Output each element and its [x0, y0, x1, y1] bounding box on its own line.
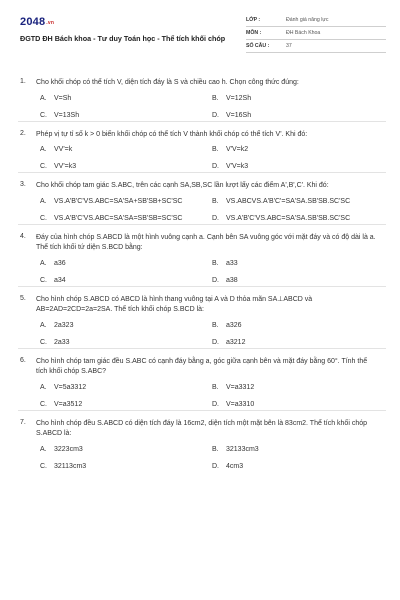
option-text: V=a3312 [226, 383, 255, 391]
answer-option[interactable] [212, 277, 384, 284]
meta-label: SỐ CÂU : [246, 43, 270, 49]
option-letter: D. [212, 111, 219, 119]
option-letter: A. [40, 445, 47, 453]
question-head [14, 181, 386, 192]
question-number: 1. [20, 78, 26, 85]
logo-suffix: .vn [46, 20, 55, 26]
answer-options [40, 198, 386, 222]
question-text: Cho hình chóp S.ABCD có ABCD là hình thang vuông tại A và D thỏa mãn SA⊥ABCD và AB=2AD=2CD=2a=2SA. Thể tích khối chóp S.BCD là: [36, 295, 313, 313]
question-text: Cho hình chóp đều S.ABCD có diện tích đáy là 16cm2, diện tích một mặt bên là 83cm2. Thể tích khối chóp S.ABCD là: [36, 419, 368, 437]
option-letter: B. [212, 197, 219, 205]
option-text: V'V=k2 [226, 146, 249, 153]
option-letter: D. [212, 400, 219, 408]
option-letter: B. [212, 94, 219, 102]
option-letter: C. [40, 462, 47, 470]
answer-option[interactable] [212, 463, 384, 470]
option-text: 2a323 [54, 321, 74, 329]
answer-option[interactable] [40, 95, 212, 102]
option-letter: C. [40, 338, 47, 346]
answer-option[interactable] [212, 384, 384, 391]
option-letter: C. [40, 163, 47, 170]
option-letter: C. [40, 214, 47, 222]
question-text: Cho khối chóp có thể tích V, diện tích đáy là S và chiều cao h. Chọn công thức đúng: [36, 79, 299, 86]
option-letter: C. [40, 276, 47, 284]
question-head [14, 419, 386, 440]
answer-option[interactable] [212, 339, 384, 346]
answer-option[interactable] [40, 384, 212, 391]
option-text: V=5a3312 [54, 383, 87, 391]
option-text: a38 [226, 276, 238, 284]
answer-options [40, 260, 386, 284]
question-divider [18, 224, 386, 225]
meta-row-class [246, 14, 386, 27]
question-item [14, 181, 386, 222]
question-text: Cho hình chóp tam giác đều S.ABC có cạnh đáy bằng a, góc giữa cạnh bên và mặt đáy bằng 60°. Tính thể tích khối chóp S.ABC? [36, 357, 368, 375]
option-letter: D. [212, 338, 219, 346]
option-text: VS.A'B'C'VS.ABC=SA'SA.SB'SB.SC'SC [226, 214, 351, 222]
answer-option[interactable] [40, 198, 212, 205]
answer-option[interactable] [212, 163, 384, 170]
option-text: a34 [54, 276, 66, 284]
option-text: VS.A'B'C'VS.ABC=SA'SA=SB'SB=SC'SC [54, 214, 183, 222]
option-text: a3212 [226, 338, 246, 346]
option-text: 32113cm3 [54, 462, 87, 470]
meta-row-count [246, 40, 386, 53]
question-item [14, 419, 386, 470]
answer-options [40, 446, 386, 470]
site-logo[interactable] [20, 16, 54, 28]
answer-option[interactable] [40, 112, 212, 119]
question-divider [18, 286, 386, 287]
option-text: V=a3310 [226, 400, 255, 408]
question-item [14, 357, 386, 408]
answer-option[interactable] [40, 339, 212, 346]
option-text: V=12Sh [226, 94, 252, 102]
document-header [14, 12, 386, 60]
option-letter: D. [212, 276, 219, 284]
document-meta [246, 14, 386, 53]
question-list [14, 78, 386, 481]
question-item [14, 78, 386, 119]
answer-option[interactable] [212, 215, 384, 222]
answer-options [40, 146, 386, 170]
option-text: V=a3512 [54, 400, 83, 408]
option-text: V=Sh [54, 94, 72, 102]
option-text: 32133cm3 [226, 445, 259, 453]
option-text: 4cm3 [226, 462, 244, 470]
option-letter: B. [212, 259, 219, 267]
answer-options [40, 95, 386, 119]
question-item [14, 295, 386, 346]
option-text: 2a33 [54, 338, 70, 346]
option-text: VV'=k [54, 146, 73, 153]
question-number: 2. [20, 129, 26, 137]
option-letter: A. [40, 259, 47, 267]
answer-option[interactable] [40, 260, 212, 267]
option-text: a33 [226, 259, 238, 267]
question-item [14, 130, 386, 171]
option-letter: D. [212, 163, 219, 170]
question-number: 4. [20, 232, 26, 240]
question-divider [18, 172, 386, 173]
option-text: a36 [54, 259, 66, 267]
option-text: VV'=k3 [54, 163, 77, 170]
answer-option[interactable] [212, 322, 384, 329]
meta-value: ĐH Bách Khoa [286, 30, 321, 36]
question-number: 7. [20, 418, 26, 426]
answer-option[interactable] [40, 277, 212, 284]
answer-option[interactable] [40, 146, 212, 153]
option-letter: B. [212, 445, 219, 453]
question-divider [18, 348, 386, 349]
option-letter: A. [40, 94, 47, 102]
question-text: Đáy của hình chóp S.ABCD là một hình vuông cạnh a. Cạnh bên SA vuông góc với mặt đáy và có độ dài là a. Thể tích khối tứ diện S.BCD bằng: [36, 233, 376, 251]
question-item [14, 233, 386, 284]
question-number: 6. [20, 356, 26, 364]
option-text: V=13Sh [54, 111, 80, 119]
answer-option[interactable] [212, 146, 384, 153]
question-number: 5. [20, 294, 26, 302]
answer-option[interactable] [212, 401, 384, 408]
answer-option[interactable] [40, 163, 212, 170]
answer-option[interactable] [212, 260, 384, 267]
option-letter: A. [40, 146, 47, 153]
question-head [14, 78, 386, 89]
option-text: V'V=k3 [226, 163, 249, 170]
answer-option[interactable] [212, 112, 384, 119]
option-text: VS.A'B'C'VS.ABC=SA'SA+SB'SB+SC'SC [54, 197, 183, 205]
option-letter: B. [212, 146, 219, 153]
answer-option[interactable] [40, 401, 212, 408]
meta-label: LỚP : [246, 17, 261, 23]
answer-options [40, 384, 386, 408]
meta-label: MÔN : [246, 30, 262, 36]
option-letter: A. [40, 383, 47, 391]
option-letter: B. [212, 383, 219, 391]
answer-option[interactable] [40, 322, 212, 329]
option-text: 3223cm3 [54, 445, 83, 453]
option-letter: D. [212, 462, 219, 470]
logo-text: 2048 [20, 16, 46, 28]
question-number: 3. [20, 181, 26, 188]
option-letter: B. [212, 321, 219, 329]
option-letter: A. [40, 197, 47, 205]
question-divider [18, 121, 386, 122]
answer-option[interactable] [40, 463, 212, 470]
option-letter: C. [40, 111, 47, 119]
answer-options [40, 322, 386, 346]
question-head [14, 233, 386, 254]
meta-row-subject [246, 27, 386, 40]
answer-option[interactable] [212, 198, 384, 205]
document-title: ĐGTD ĐH Bách khoa - Tư duy Toán học - Thể tích khối chóp [20, 34, 226, 43]
option-text: a326 [226, 321, 242, 329]
answer-option[interactable] [212, 446, 384, 453]
meta-value: Đánh giá năng lực [286, 17, 329, 23]
option-text: VS.ABCVS.A'B'C'=SA'SA.SB'SB.SC'SC [226, 197, 351, 205]
question-head [14, 130, 386, 141]
question-divider [18, 410, 386, 411]
question-head [14, 295, 386, 316]
option-text: V=16Sh [226, 111, 252, 119]
question-text: Phép vị tự tỉ số k > 0 biến khối chóp có thể tích V thành khối chóp có thể tích V'. Khi đó: [36, 130, 308, 138]
answer-option[interactable] [40, 215, 212, 222]
option-letter: A. [40, 321, 47, 329]
meta-value: 37 [286, 43, 292, 49]
answer-option[interactable] [40, 446, 212, 453]
option-letter: C. [40, 400, 47, 408]
question-head [14, 357, 386, 378]
answer-option[interactable] [212, 95, 384, 102]
option-letter: D. [212, 214, 219, 222]
question-text: Cho khối chóp tam giác S.ABC, trên các cạnh SA,SB,SC lần lượt lấy các điểm A',B',C'. Khi đó: [36, 182, 329, 189]
